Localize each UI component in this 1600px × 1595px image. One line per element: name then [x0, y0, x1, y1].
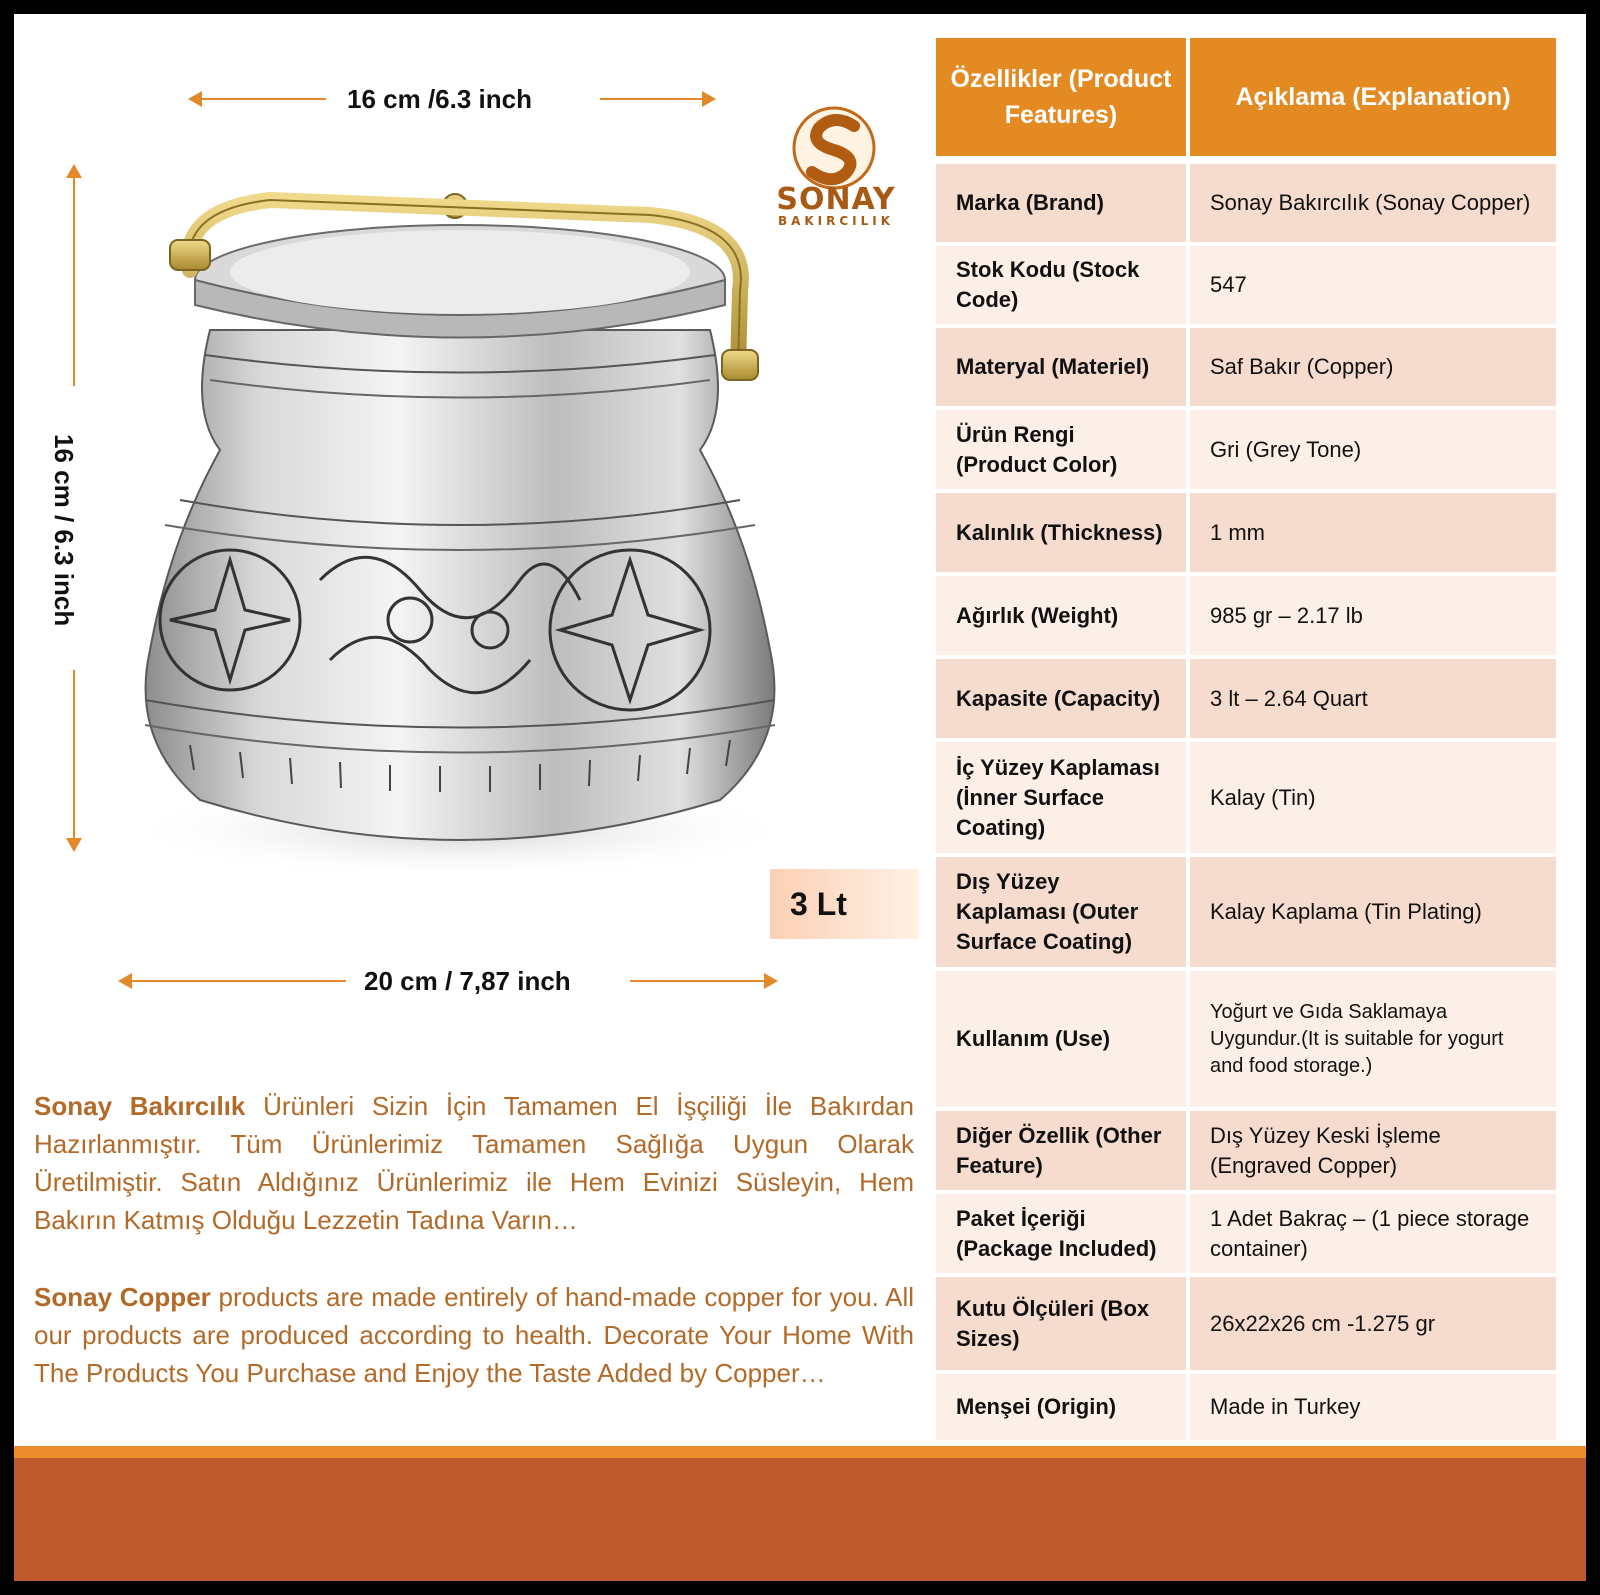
description-english — [34, 1278, 914, 1392]
base-dimension-label: 20 cm / 7,87 inch — [364, 966, 571, 996]
feature-cell: Kullanım (Use) — [936, 971, 1190, 1111]
table-row — [936, 1194, 1556, 1277]
table-row — [936, 576, 1556, 659]
spec-table — [936, 38, 1556, 1444]
table-row — [936, 742, 1556, 857]
table-row — [936, 1277, 1556, 1374]
table-row — [936, 328, 1556, 410]
header-explanation: Açıklama (Explanation) — [1190, 38, 1556, 164]
description-turkish — [34, 1087, 914, 1239]
logo-brand-text: SONAY — [776, 182, 896, 217]
base-arrow-left — [120, 980, 346, 982]
height-dimension-label: 16 cm / 6.3 inch — [49, 434, 79, 627]
height-arrow-up — [73, 166, 75, 386]
value-cell: 985 gr – 2.17 lb — [1190, 576, 1556, 659]
feature-cell: Dış Yüzey Kaplaması (Outer Surface Coating) — [936, 857, 1190, 971]
table-row — [936, 493, 1556, 576]
feature-cell: Marka (Brand) — [936, 164, 1190, 246]
feature-cell: Menşei (Origin) — [936, 1374, 1190, 1444]
value-cell: Kalay Kaplama (Tin Plating) — [1190, 857, 1556, 971]
product-sheet — [14, 14, 1586, 1581]
value-cell: Kalay (Tin) — [1190, 742, 1556, 857]
feature-cell: Materyal (Materiel) — [936, 328, 1190, 410]
footer-accent-band — [14, 1446, 1586, 1458]
table-row — [936, 857, 1556, 971]
width-arrow-right — [600, 98, 714, 100]
feature-cell: Kalınlık (Thickness) — [936, 493, 1190, 576]
logo-sub-text: BAKIRCILIK — [777, 214, 895, 228]
value-cell: Yoğurt ve Gıda Saklamaya Uygundur.(It is suitable for yogurt and food storage.) — [1190, 971, 1556, 1111]
feature-cell: Diğer Özellik (Other Feature) — [936, 1111, 1190, 1194]
table-row — [936, 659, 1556, 742]
feature-cell: Ürün Rengi (Product Color) — [936, 410, 1190, 493]
spec-table-header — [936, 38, 1556, 164]
description-turkish-brand: Sonay Bakırcılık — [34, 1091, 246, 1121]
capacity-badge: 3 Lt — [770, 869, 918, 939]
value-cell: 1 Adet Bakraç – (1 piece storage container) — [1190, 1194, 1556, 1277]
value-cell: Dış Yüzey Keski İşleme (Engraved Copper) — [1190, 1111, 1556, 1194]
product-image — [110, 180, 810, 900]
table-row — [936, 164, 1556, 246]
feature-cell: İç Yüzey Kaplaması (İnner Surface Coating) — [936, 742, 1190, 857]
table-row — [936, 1374, 1556, 1444]
value-cell: 26x22x26 cm -1.275 gr — [1190, 1277, 1556, 1374]
feature-cell: Kapasite (Capacity) — [936, 659, 1190, 742]
value-cell: Gri (Grey Tone) — [1190, 410, 1556, 493]
description-english-brand: Sonay Copper — [34, 1282, 211, 1312]
value-cell: 547 — [1190, 246, 1556, 328]
header-features: Özellikler (Product Features) — [936, 38, 1190, 164]
width-dimension-label: 16 cm /6.3 inch — [347, 84, 532, 114]
height-arrow-down — [73, 670, 75, 850]
table-row — [936, 1111, 1556, 1194]
value-cell: 3 lt – 2.64 Quart — [1190, 659, 1556, 742]
feature-cell: Stok Kodu (Stock Code) — [936, 246, 1190, 328]
feature-cell: Paket İçeriği (Package Included) — [936, 1194, 1190, 1277]
value-cell: Saf Bakır (Copper) — [1190, 328, 1556, 410]
engraved-pot-illustration — [110, 180, 810, 900]
footer-band — [14, 1458, 1586, 1581]
table-row — [936, 971, 1556, 1111]
description-english-text: products are made entirely of hand-made copper for you. All our products are produced according to health. Decorate Your Home With The Products You Purchase and Enjoy the Taste Added by Copper… — [34, 1282, 915, 1388]
width-arrow-left — [190, 98, 326, 100]
table-row — [936, 410, 1556, 493]
feature-cell: Ağırlık (Weight) — [936, 576, 1190, 659]
value-cell: Made in Turkey — [1190, 1374, 1556, 1444]
base-arrow-right — [630, 980, 776, 982]
table-row — [936, 246, 1556, 328]
value-cell: Sonay Bakırcılık (Sonay Copper) — [1190, 164, 1556, 246]
feature-cell: Kutu Ölçüleri (Box Sizes) — [936, 1277, 1190, 1374]
description-turkish-text: Ürünleri Sizin İçin Tamamen El İşçiliği İle Bakırdan Hazırlanmıştır. Tüm Ürünlerimiz Tamamen Sağlığa Uygun Olarak Üretilmiştir. Satın Aldığınız Ürünlerimiz ile Hem Evinizi Süsleyin, Hem Bakırın Katmış Olduğu Lezzetin Tadına Varın… — [34, 1091, 914, 1235]
value-cell: 1 mm — [1190, 493, 1556, 576]
